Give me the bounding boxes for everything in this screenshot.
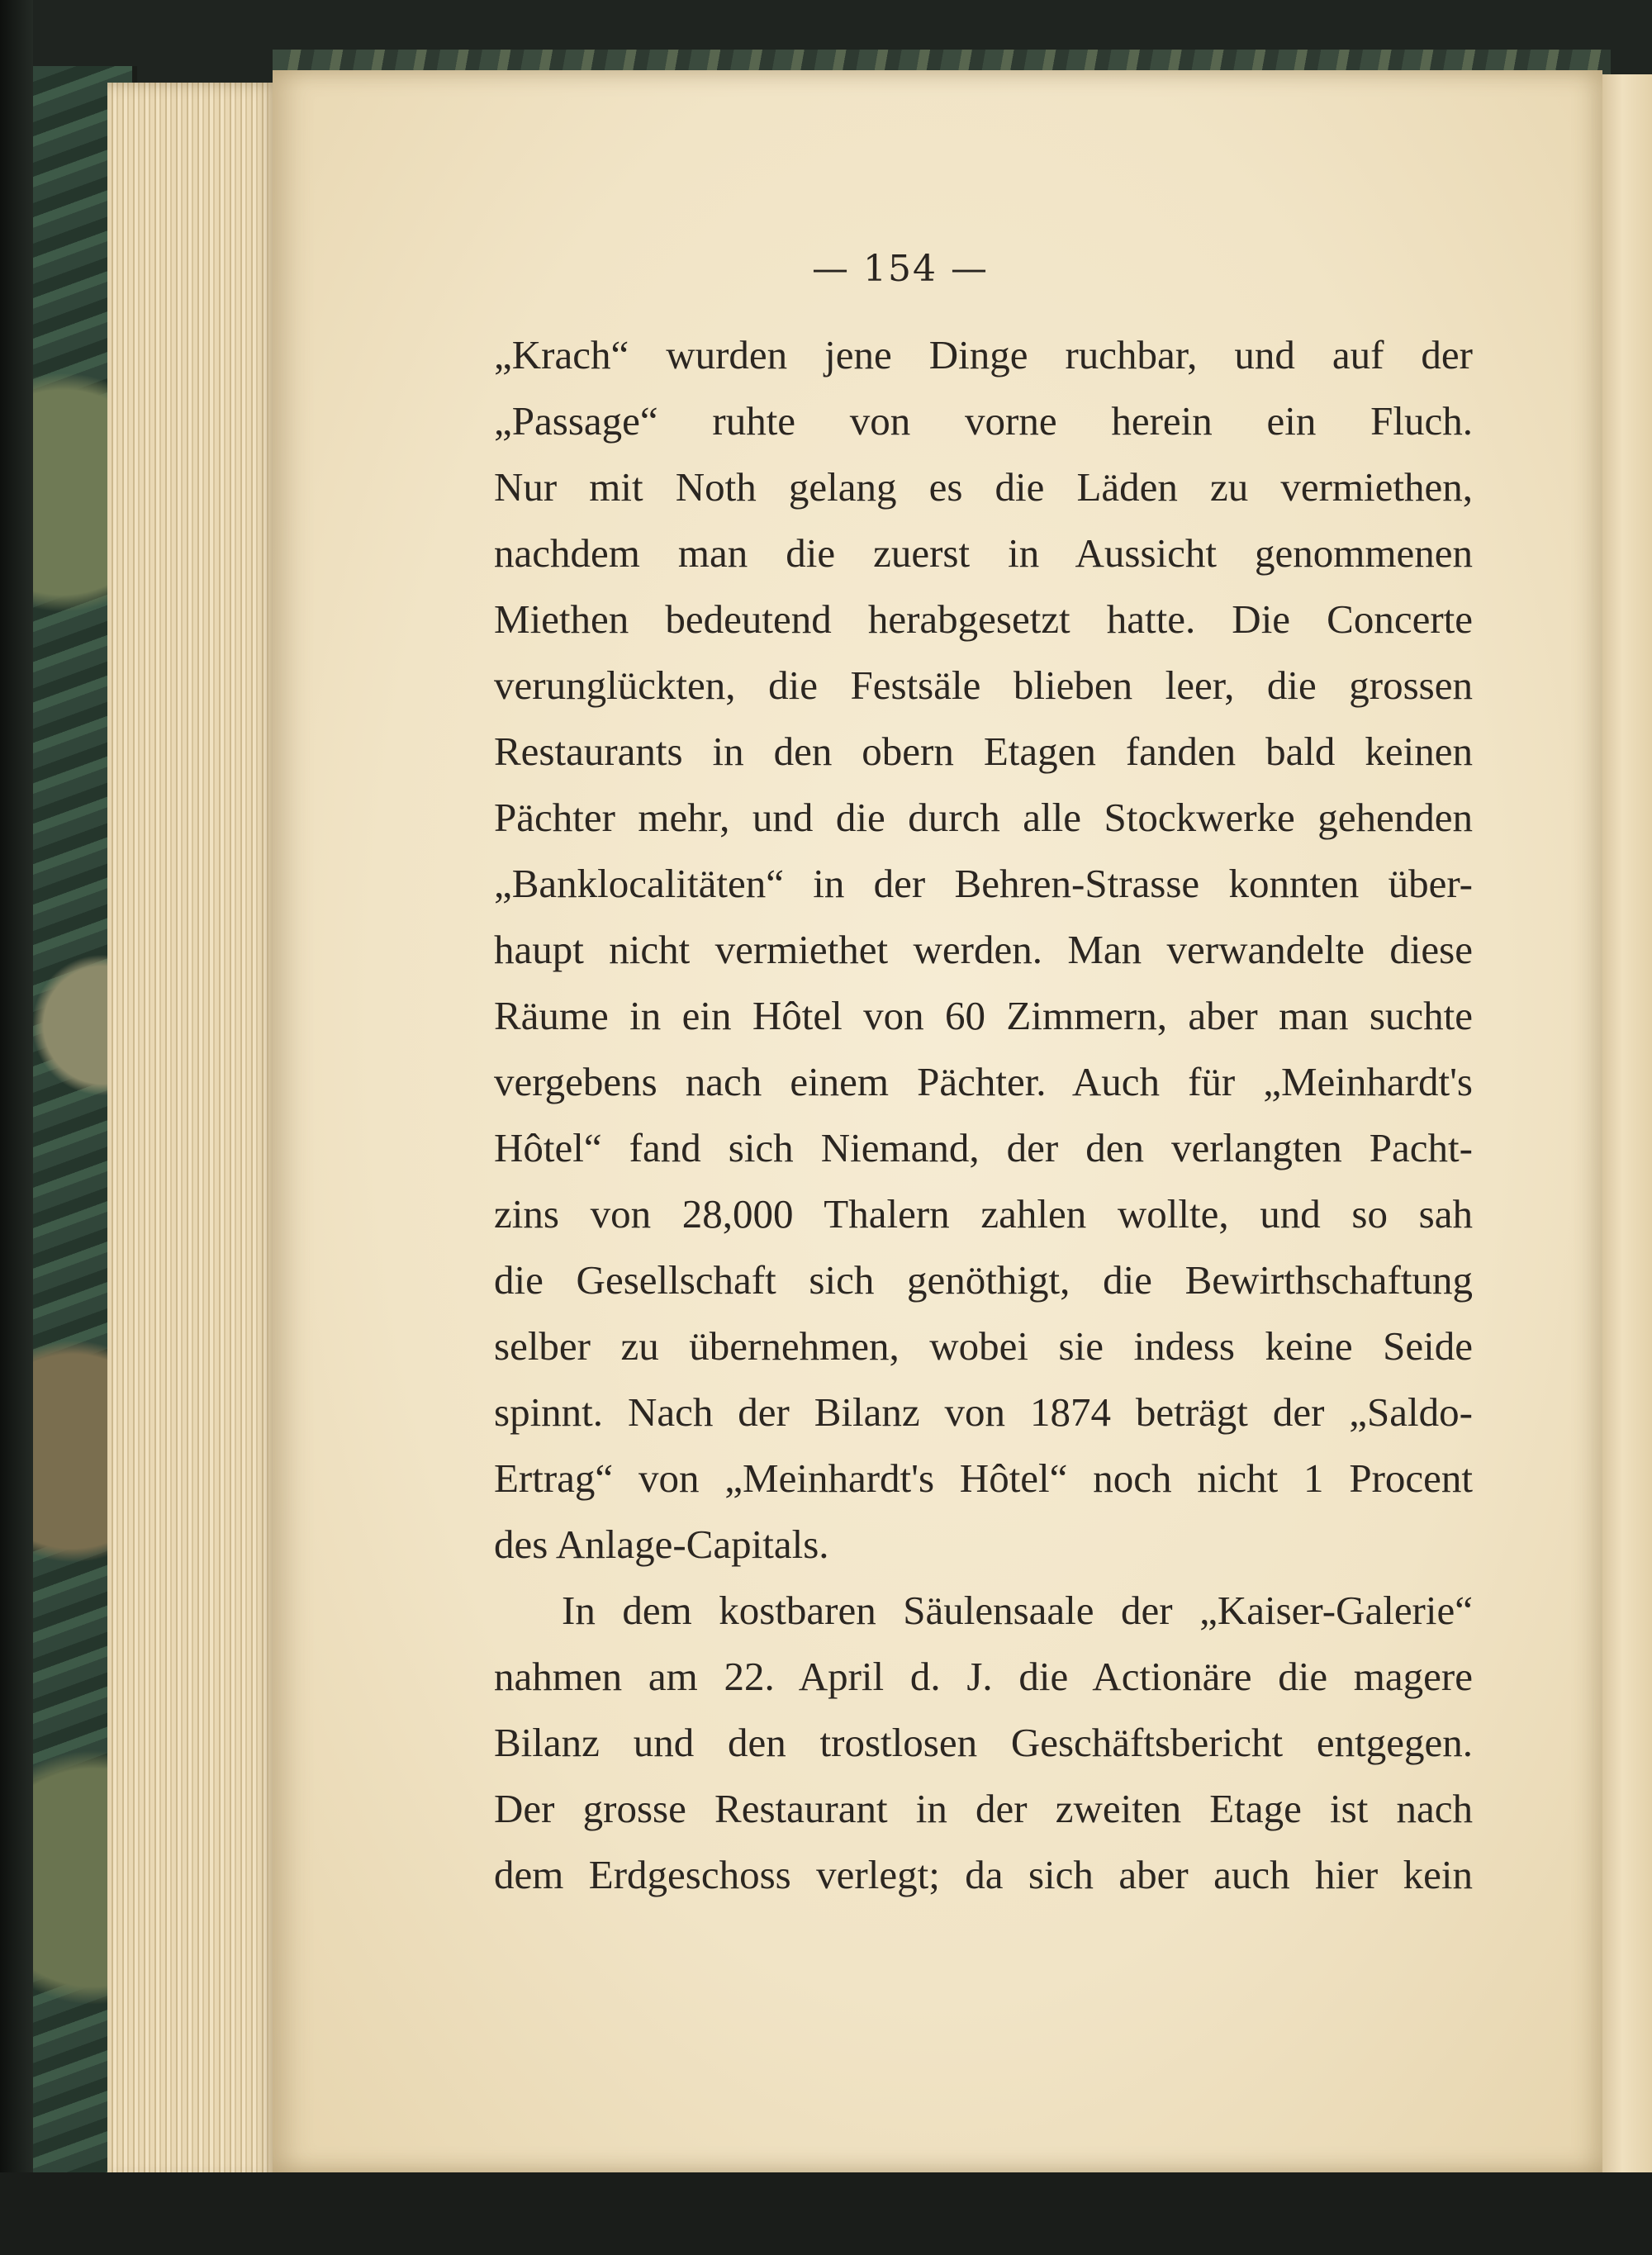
page-number: — 154 — <box>812 248 989 290</box>
text-line: selber zu übernehmen, wobei sie indess keine Seide <box>494 1323 1473 1369</box>
text-line: Der grosse Restaurant in der zweiten Etage ist nach <box>494 1786 1473 1831</box>
text-line-paragraph-end: des Anlage-Capitals. <box>494 1522 829 1567</box>
text-line: „Passage“ ruhte von vorne herein ein Fluch. <box>494 398 1473 444</box>
text-line: die Gesellschaft sich genöthigt, die Bewirthschaftung <box>494 1257 1473 1303</box>
text-line: „Krach“ wurden jene Dinge ruchbar, und auf der <box>494 332 1473 377</box>
text-line-paragraph-start: In dem kostbaren Säulensaale der „Kaiser-Galerie“ <box>562 1588 1473 1633</box>
text-line: Bilanz und den trostlosen Geschäftsbericht entgegen. <box>494 1720 1473 1765</box>
body-text <box>494 322 1473 1908</box>
text-line: Pächter mehr, und die durch alle Stockwerke gehenden <box>494 795 1473 840</box>
text-line: haupt nicht vermiethet werden. Man verwandelte diese <box>494 927 1473 972</box>
text-line: „Banklocalitäten“ in der Behren-Strasse konnten über- <box>494 861 1473 906</box>
next-page-edge <box>1602 74 1652 2172</box>
bottom-band <box>0 2172 1652 2255</box>
text-line: verunglückten, die Festsäle blieben leer, die grossen <box>494 662 1473 708</box>
spine-shadow <box>0 0 33 2255</box>
text-line: vergebens nach einem Pächter. Auch für „Meinhardt's <box>494 1059 1473 1104</box>
text-line: Miethen bedeutend herabgesetzt hatte. Die Concerte <box>494 596 1473 642</box>
text-line: Nur mit Noth gelang es die Läden zu vermiethen, <box>494 464 1473 510</box>
text-line: nahmen am 22. April d. J. die Actionäre die magere <box>494 1654 1473 1699</box>
text-line: zins von 28,000 Thalern zahlen wollte, und so sah <box>494 1191 1473 1237</box>
text-line: spinnt. Nach der Bilanz von 1874 beträgt der „Saldo- <box>494 1389 1473 1435</box>
text-line: dem Erdgeschoss verlegt; da sich aber auch hier kein <box>494 1852 1473 1897</box>
page-edges <box>107 83 281 2181</box>
text-line: Restaurants in den obern Etagen fanden bald keinen <box>494 729 1473 774</box>
text-line: nachdem man die zuerst in Aussicht genommenen <box>494 530 1473 576</box>
text-line: Hôtel“ fand sich Niemand, der den verlangten Pacht- <box>494 1125 1473 1170</box>
text-line: Ertrag“ von „Meinhardt's Hôtel“ noch nicht 1 Procent <box>494 1455 1473 1501</box>
text-line: Räume in ein Hôtel von 60 Zimmern, aber man suchte <box>494 993 1473 1038</box>
